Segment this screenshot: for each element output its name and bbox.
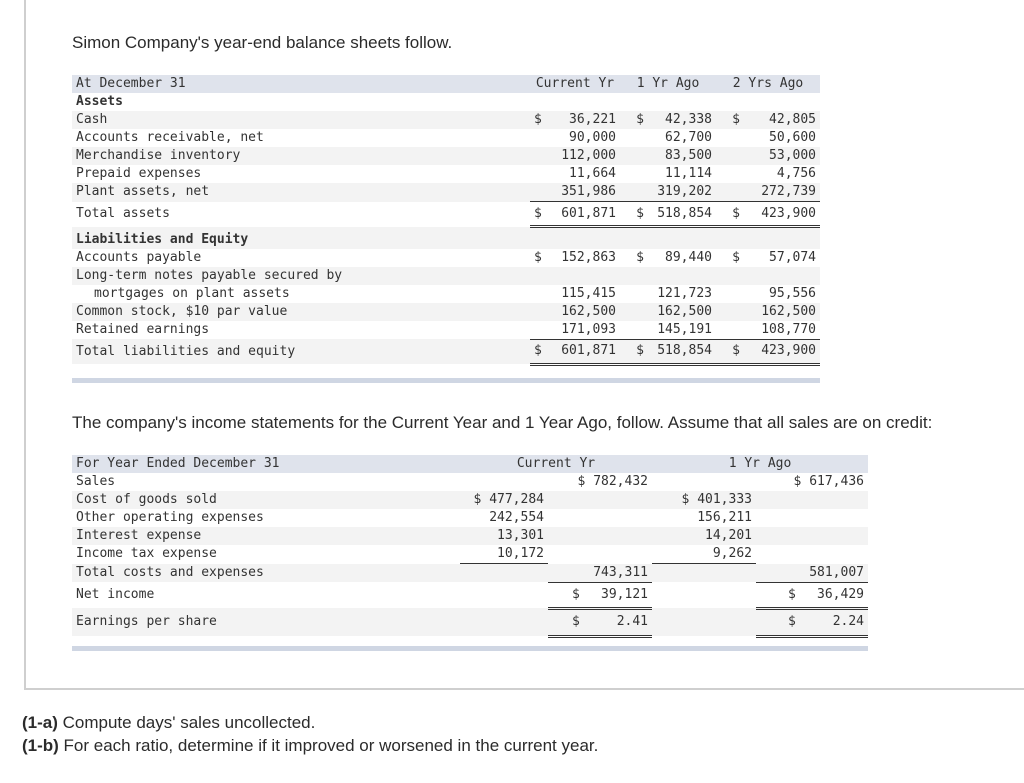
row-label: Total costs and expenses: [72, 564, 460, 583]
value-current: 13,301: [460, 527, 548, 545]
value-2yr: 57,074: [769, 249, 817, 265]
row-label: Income tax expense: [76, 546, 217, 562]
row-label: Total liabilities and equity: [72, 339, 530, 364]
row-label: Cash: [72, 111, 530, 129]
table-row: [72, 129, 820, 147]
value-2yr: 53,000: [744, 147, 820, 165]
value-current: 601,871: [550, 202, 620, 227]
dollar-sign: $: [716, 339, 744, 364]
value-current: $ 782,432: [577, 474, 648, 489]
row-label: Total assets: [76, 206, 170, 221]
row-label: Interest expense: [72, 527, 460, 545]
value-1yr: 518,854: [648, 202, 716, 227]
table-row: [72, 608, 868, 636]
balance-bottom-rule: [72, 378, 820, 383]
balance-sheet-table: [72, 75, 820, 366]
value-2yr: 50,600: [769, 130, 817, 145]
value-1yr: 11,114: [665, 166, 712, 181]
dollar-sign: $: [636, 249, 644, 265]
dollar-sign: $: [788, 586, 796, 602]
table-row: [72, 93, 820, 111]
value-current: 39,121: [601, 586, 648, 602]
row-label: Net income: [76, 587, 155, 602]
value-1yr: 518,854: [648, 339, 716, 364]
table-row: [72, 473, 868, 491]
row-label: Cost of goods sold: [72, 491, 460, 509]
value-current: 351,986: [550, 183, 620, 202]
table-row: [72, 285, 820, 303]
table-row: [72, 321, 820, 340]
dollar-sign: $: [620, 339, 648, 364]
liabilities-heading: Liabilities and Equity: [72, 227, 530, 249]
value-1yr: 162,500: [648, 303, 716, 321]
value-1yr: 319,202: [648, 183, 716, 202]
value-2yr: 162,500: [744, 303, 820, 321]
income-intro: The company's income statements for the Current Year and 1 Year Ago, follow. Assume that all sales are on credit:: [72, 413, 933, 432]
dollar-sign: $: [572, 586, 580, 602]
value-2yr: 42,805: [744, 111, 820, 129]
table-row: [72, 582, 868, 608]
table-row: [72, 249, 820, 267]
question-tag: (1-b): [22, 736, 59, 755]
table-row: [72, 527, 868, 545]
income-statement-table: [72, 455, 868, 638]
dollar-sign: $: [716, 202, 744, 227]
question-text: Compute days' sales uncollected.: [57, 713, 316, 732]
value-current: 11,664: [569, 166, 616, 181]
value-1yr: 62,700: [665, 130, 712, 145]
value-1yr: 581,007: [756, 564, 868, 583]
row-label: Other operating expenses: [76, 510, 264, 525]
value-2yr: 423,900: [744, 202, 820, 227]
dollar-sign: $: [534, 249, 542, 265]
row-label: Sales: [76, 474, 116, 489]
value-1yr: 83,500: [648, 147, 716, 165]
value-1yr: 36,429: [817, 586, 864, 602]
dollar-sign: $: [788, 614, 796, 629]
value-current: 743,311: [548, 564, 652, 583]
row-label: Plant assets, net: [72, 183, 530, 202]
dollar-sign: $: [530, 111, 550, 129]
dollar-sign: $: [620, 202, 648, 227]
header-1-yr-ago: 1 Yr Ago: [652, 455, 868, 473]
value-1yr: 9,262: [652, 545, 756, 564]
header-label: At December 31: [72, 75, 530, 93]
value-current: 152,863: [561, 249, 616, 265]
table-row: [72, 202, 820, 227]
value-2yr: 108,770: [744, 321, 820, 340]
table-row: [72, 545, 868, 564]
value-1yr: 121,723: [657, 285, 712, 301]
table-row: [72, 491, 868, 509]
row-label: Merchandise inventory: [72, 147, 530, 165]
value-current: $ 477,284: [460, 491, 548, 509]
header-1-yr-ago: 1 Yr Ago: [620, 75, 716, 93]
value-current: 10,172: [460, 545, 548, 564]
value-current: 162,500: [550, 303, 620, 321]
table-row: [72, 267, 820, 285]
value-2yr: 95,556: [769, 285, 817, 301]
balance-intro: Simon Company's year-end balance sheets follow.: [72, 33, 453, 52]
table-row: [72, 183, 820, 202]
income-bottom-rule: [72, 646, 868, 651]
value-current: 90,000: [569, 130, 616, 145]
value-1yr: 89,440: [665, 249, 712, 265]
value-current: 242,554: [489, 510, 544, 525]
value-1yr: 145,191: [648, 321, 716, 340]
header-current-yr: Current Yr: [460, 455, 652, 473]
table-row: [72, 147, 820, 165]
table-row: [72, 509, 868, 527]
panel-bottom-border: [24, 688, 1024, 690]
value-current: 601,871: [550, 339, 620, 364]
value-2yr: 4,756: [776, 166, 817, 181]
row-label: Accounts payable: [76, 249, 202, 265]
value-1yr: 156,211: [697, 510, 752, 525]
table-row: [72, 339, 820, 364]
income-header-row: [72, 455, 868, 473]
value-1yr: $ 401,333: [652, 491, 756, 509]
value-1yr: 42,338: [648, 111, 716, 129]
row-label: Common stock, $10 par value: [72, 303, 530, 321]
dollar-sign: $: [530, 202, 550, 227]
value-2yr: 272,739: [744, 183, 820, 202]
dollar-sign: $: [530, 339, 550, 364]
value-current: 112,000: [550, 147, 620, 165]
header-current-yr: Current Yr: [530, 75, 620, 93]
question-tag: (1-a): [22, 713, 58, 732]
table-row: [72, 227, 820, 249]
row-label: Accounts receivable, net: [76, 130, 264, 145]
row-label: Retained earnings: [76, 321, 210, 337]
value-2yr: 423,900: [744, 339, 820, 364]
table-row: [72, 564, 868, 583]
header-label: For Year Ended December 31: [72, 455, 460, 473]
dollar-sign: $: [732, 249, 740, 265]
value-current: 115,415: [561, 285, 616, 301]
question-1a: [22, 713, 315, 733]
table-row: [72, 303, 820, 321]
table-row: [72, 111, 820, 129]
dollar-sign: $: [572, 614, 580, 629]
question-1b: [22, 736, 598, 756]
dollar-sign: $: [620, 111, 648, 129]
question-text: For each ratio, determine if it improved or worsened in the current year.: [58, 736, 599, 755]
balance-header-row: [72, 75, 820, 93]
row-label: Prepaid expenses: [76, 166, 202, 181]
row-label: Long-term notes payable secured by: [72, 267, 530, 285]
value-current: 2.41: [616, 614, 648, 629]
value-1yr: 14,201: [652, 527, 756, 545]
header-2-yrs-ago: 2 Yrs Ago: [716, 75, 820, 93]
assets-heading: Assets: [76, 94, 123, 109]
value-current: 36,221: [550, 111, 620, 129]
row-label: mortgages on plant assets: [94, 285, 290, 301]
value-1yr: $ 617,436: [793, 474, 864, 489]
value-1yr: 2.24: [832, 614, 864, 629]
panel-left-border: [24, 0, 26, 690]
value-current: 171,093: [550, 321, 620, 340]
dollar-sign: $: [716, 111, 744, 129]
table-row: [72, 165, 820, 183]
row-label: Earnings per share: [72, 608, 460, 636]
